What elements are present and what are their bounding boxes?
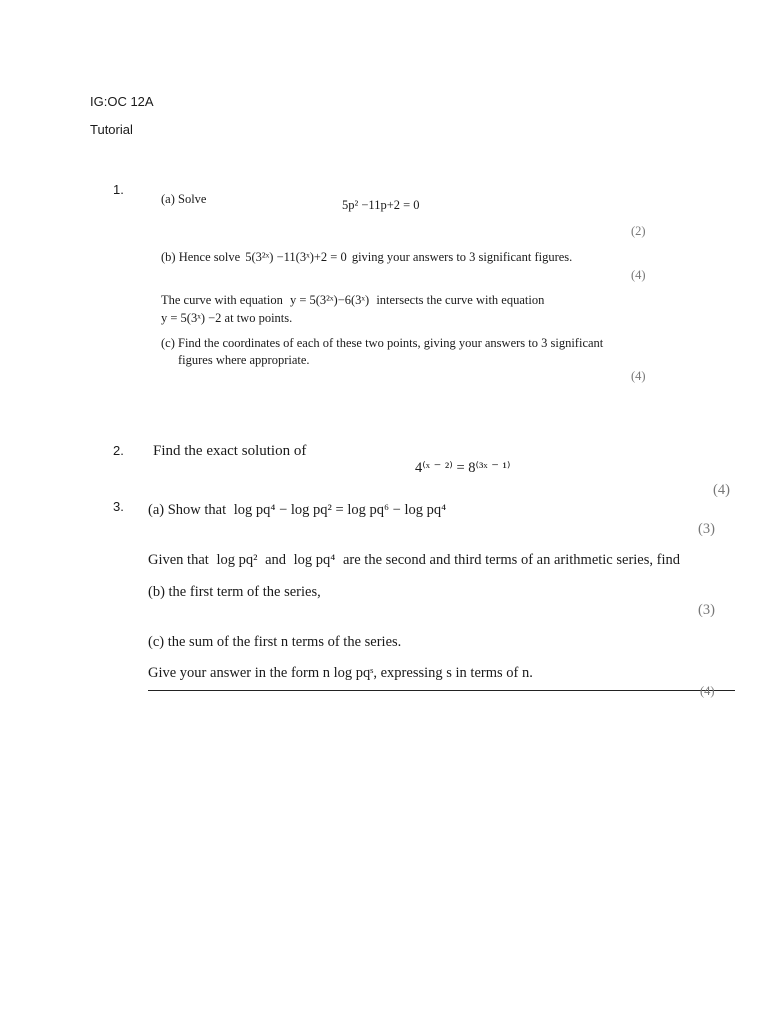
course-code: IG:OC 12A [90, 94, 154, 109]
q3-given-term-1: log pq² [216, 552, 258, 568]
q3-given-text-post: are the second and third terms of an arithmetic series, find [342, 552, 680, 568]
q1-curve-line-2-text: at two points. [224, 311, 293, 325]
question-3-divider [148, 690, 735, 691]
q3-part-a-line [148, 502, 446, 519]
q2-equation: 4⁽ˣ ⁻ ²⁾ = 8⁽³ˣ ⁻ ¹⁾ [415, 460, 511, 476]
q1-part-c-line-1: (c) Find the coordinates of each of these two points, giving your answers to 3 significant [161, 336, 604, 350]
q1-part-b-line [161, 250, 572, 265]
q1-curve-line-2 [161, 311, 292, 326]
q1-part-b-text: (b) Hence solve [161, 250, 241, 264]
q3-part-a-equation: log pq⁴ − log pq² = log pq⁶ − log pq⁴ [233, 502, 447, 518]
page-subtitle: Tutorial [90, 122, 133, 137]
question-2-number: 2. [113, 443, 124, 458]
q3-part-b-text: (b) the first term of the series, [148, 584, 321, 600]
q3-part-c-text: (c) the sum of the first n terms of the series. [148, 634, 402, 650]
q1-curve-equation-1: y = 5(3²ˣ)−6(3ˣ) [289, 293, 370, 307]
q1-part-a-label: (a) Solve [161, 192, 207, 206]
question-1-number: 1. [113, 182, 124, 197]
q1-curve-equation-2: y = 5(3ˣ) −2 [161, 311, 222, 325]
q3-answer-form: Give your answer in the form n log pqˢ, expressing s in terms of n. [148, 665, 533, 681]
q1-part-b-marks: (4) [631, 268, 646, 282]
q3-given-term-2: log pq⁴ [293, 552, 336, 568]
q1-curve-line-1 [161, 293, 544, 308]
q1-curve-text: The curve with equation [161, 293, 283, 307]
q1-part-a-equation: 5p² −11p+2 = 0 [342, 198, 420, 212]
q1-part-c-line-2: figures where appropriate. [178, 353, 310, 367]
q1-part-b-text-post: giving your answers to 3 significant figures. [351, 250, 573, 264]
q3-part-c-marks: (4) [700, 684, 715, 698]
q3-given-line [148, 552, 680, 569]
q2-text: Find the exact solution of [153, 443, 307, 459]
q1-part-b-equation: 5(3²ˣ) −11(3ˣ)+2 = 0 [245, 250, 347, 264]
q2-marks: (4) [713, 482, 730, 498]
q3-part-b-marks: (3) [698, 602, 715, 618]
q1-part-a-marks: (2) [631, 224, 646, 238]
q1-curve-text-post: intersects the curve with equation [376, 293, 545, 307]
question-3-number: 3. [113, 499, 124, 514]
q3-part-a-marks: (3) [698, 521, 715, 537]
q3-given-text: Given that [148, 552, 209, 568]
q3-part-a-label: (a) Show that [148, 502, 227, 518]
q3-given-and: and [265, 552, 287, 568]
q1-part-c-marks: (4) [631, 369, 646, 383]
